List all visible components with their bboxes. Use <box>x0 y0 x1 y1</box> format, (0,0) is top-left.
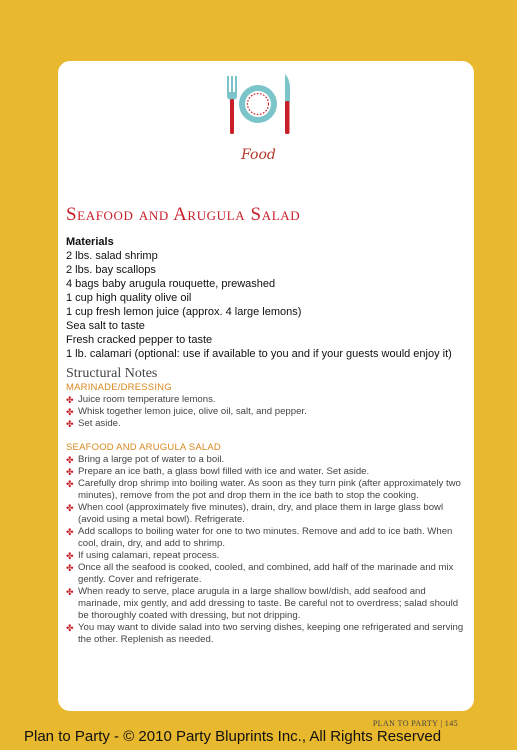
materials-item: Sea salt to taste <box>66 320 145 332</box>
materials-item: 1 cup fresh lemon juice (approx. 4 large lemons) <box>66 306 302 318</box>
salad-heading: SEAFOOD AND ARUGULA SALAD <box>66 442 221 453</box>
step-text: Carefully drop shrimp into boiling water. As soon as they turn pink (after approximately two minutes), remove from the pot and drop them in the ice bath to stop the cooking. <box>78 478 461 501</box>
marinade-steps <box>66 394 466 430</box>
page-number: PLAN TO PARTY | 145 <box>372 719 458 728</box>
materials-heading: Materials <box>66 236 114 248</box>
step-item <box>66 586 466 622</box>
step-item <box>66 406 466 418</box>
materials-item: 2 lbs. bay scallops <box>66 264 156 276</box>
notes-title: Structural Notes <box>66 366 158 381</box>
fleur-bullet-icon: ✤ <box>66 563 74 573</box>
fleur-bullet-icon: ✤ <box>66 527 74 537</box>
step-text: Whisk together lemon juice, olive oil, salt, and pepper. <box>78 406 307 417</box>
materials-item: Fresh cracked pepper to taste <box>66 334 213 346</box>
fleur-bullet-icon: ✤ <box>66 503 74 513</box>
recipe-title: Seafood and Arugula Salad <box>66 204 301 225</box>
salad-steps <box>66 454 466 646</box>
step-text: Bring a large pot of water to a boil. <box>78 454 225 465</box>
materials-section <box>66 235 466 361</box>
fleur-bullet-icon: ✤ <box>66 395 74 405</box>
materials-item: 1 lb. calamari (optional: use if available to you and if your guests would enjoy it) <box>66 348 452 360</box>
step-text: Juice room temperature lemons. <box>78 394 216 405</box>
fleur-bullet-icon: ✤ <box>66 419 74 429</box>
marinade-heading: MARINADE/DRESSING <box>66 382 172 393</box>
section-title: Food <box>241 147 276 163</box>
materials-item: 4 bags baby arugula rouquette, prewashed <box>66 278 276 290</box>
step-item <box>66 502 466 526</box>
materials-list <box>66 249 466 361</box>
fleur-bullet-icon: ✤ <box>66 455 74 465</box>
fleur-bullet-icon: ✤ <box>66 623 74 633</box>
plate-fork-knife-icon <box>217 72 297 138</box>
step-item <box>66 562 466 586</box>
step-item <box>66 418 466 430</box>
materials-item: 2 lbs. salad shrimp <box>66 250 158 262</box>
step-text: Add scallops to boiling water for one to two minutes. Remove and add to ice bath. When cool, drain, dry, and add to shrimp. <box>78 526 453 549</box>
step-text: Once all the seafood is cooked, cooled, and combined, add half of the marinade and mix gently. Cover and refrigerate. <box>78 562 454 585</box>
step-item <box>66 394 466 406</box>
step-text: Set aside. <box>78 418 121 429</box>
fleur-bullet-icon: ✤ <box>66 467 74 477</box>
step-text: You may want to divide salad into two serving dishes, keeping one refrigerated and serving the other. Replenish as needed. <box>78 622 464 645</box>
step-item <box>66 478 466 502</box>
step-text: Prepare an ice bath, a glass bowl filled with ice and water. Set aside. <box>78 466 370 477</box>
step-text: If using calamari, repeat process. <box>78 550 220 561</box>
fleur-bullet-icon: ✤ <box>66 407 74 417</box>
structural-notes <box>66 366 466 646</box>
step-item <box>66 466 466 478</box>
fleur-bullet-icon: ✤ <box>66 479 74 489</box>
fleur-bullet-icon: ✤ <box>66 551 74 561</box>
step-item <box>66 550 466 562</box>
materials-item: 1 cup high quality olive oil <box>66 292 192 304</box>
step-item <box>66 526 466 550</box>
step-item <box>66 454 466 466</box>
copyright-footer: Plan to Party - © 2010 Party Bluprints Inc., All Rights Reserved <box>24 728 442 745</box>
step-text: When cool (approximately five minutes), drain, dry, and place them in large glass bowl (avoid using a metal bowl). Refrigerate. <box>78 502 444 525</box>
step-item <box>66 622 466 646</box>
step-text: When ready to serve, place arugula in a large shallow bowl/dish, add seafood and marinade, mix gently, and add dressing to taste. Be careful not to overdress; salad should be thoroughly coated with dressing, but not dripping. <box>78 586 459 621</box>
fleur-bullet-icon: ✤ <box>66 587 74 597</box>
